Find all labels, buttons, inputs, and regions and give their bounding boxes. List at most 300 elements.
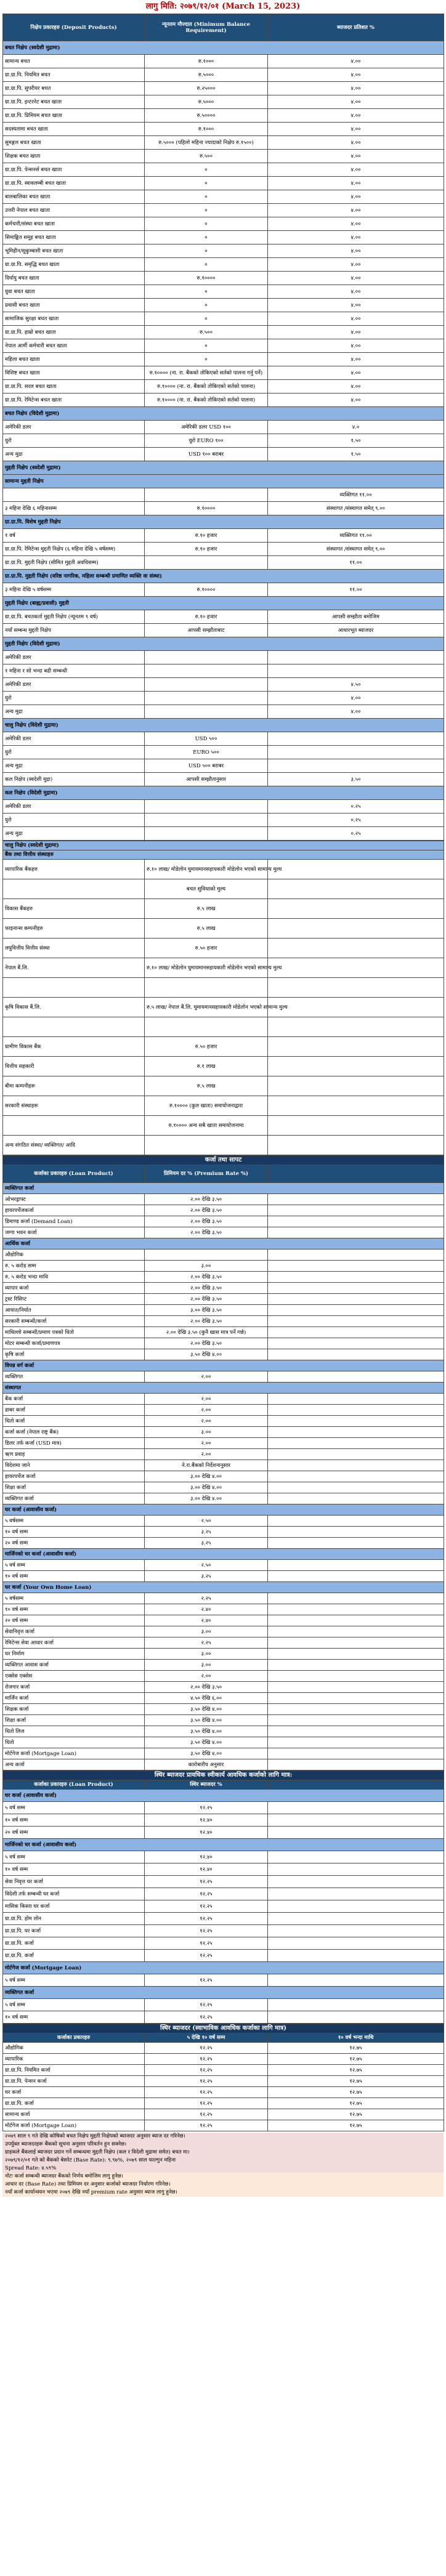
row-value: १२.७५ [268, 2054, 444, 2065]
row-value: आधारभूत ब्याजदर [268, 624, 444, 637]
row-value: ३.०० [145, 1649, 268, 1660]
row-value: २.५० [145, 1516, 268, 1527]
row-label [3, 488, 145, 502]
table-row [3, 1937, 444, 1950]
row-value: बचत सुविधाको मुल्य [145, 879, 268, 899]
row-value: १२.२५ [145, 2120, 268, 2131]
row-value [268, 1693, 444, 1704]
table-row [3, 1974, 444, 1987]
loan-table [2, 1155, 444, 1770]
current-subtitle: बैंक तथा वित्तीय संस्थाहरु [3, 850, 444, 860]
row-value: १२.२५ [145, 1888, 268, 1900]
fixed-banner: स्थिर ब्याजदर प्रावधिक स्वीकार्य आवधिक कर्जाको लागि मात्र: [3, 1771, 444, 1780]
row-label: ३ महिना देखि ५ वर्षसम्म [3, 583, 145, 597]
table-row [3, 1671, 444, 1682]
row-value: USD ५०० [145, 732, 268, 746]
row-value: ३.२५ [145, 1527, 268, 1538]
table-row [3, 1405, 444, 1416]
row-value [268, 1405, 444, 1416]
row-label: ग्रा.ग्रा.पि. होम लोन [3, 1913, 145, 1925]
row-value: २.४० [145, 1604, 268, 1615]
row-value [268, 1327, 444, 1338]
section-row [3, 1183, 444, 1194]
row-value: २.४० [145, 1615, 268, 1626]
table-row [3, 123, 444, 136]
row-value: ४.०० [268, 163, 444, 177]
table-row [3, 759, 444, 773]
table-row [3, 1394, 444, 1405]
row-value: रु.५ लाख [145, 1076, 268, 1096]
table-row [3, 1216, 444, 1227]
row-label: शिक्षक कर्जा [3, 1704, 145, 1715]
row-label: ५ वर्ष सम्म [3, 1560, 145, 1571]
row-value: ३.५० देखि ४.०० [145, 1704, 268, 1715]
fixed2-col-5-10: ५ देखि १० वर्ष सम्म [145, 2033, 268, 2043]
row-value [145, 705, 268, 719]
row-value: १२.२५ [145, 2011, 268, 2024]
row-value: रु.१०००० (ना. रा. बैंकको तोकिएको सर्तको पालना गर्नु पर्ने) [145, 366, 268, 380]
row-value: रु.१०००० [145, 583, 268, 597]
table-row [3, 190, 444, 204]
row-value [268, 732, 444, 746]
section-label: आर्थिक कर्जा [3, 1238, 444, 1250]
row-label: युरो [3, 746, 145, 759]
row-label: धितो लिज [3, 1726, 145, 1737]
row-value: ३.५० देखि ४.०० [145, 1726, 268, 1737]
row-value [268, 1571, 444, 1582]
row-value [268, 1715, 444, 1726]
table-row [3, 879, 444, 899]
row-value: २.०० [145, 1449, 268, 1460]
row-value: १२.७५ [268, 2109, 444, 2120]
row-value: रु.१० हजार [145, 543, 268, 556]
row-value: २.०० देखि ३.५० [145, 1682, 268, 1693]
table-row [3, 136, 444, 150]
row-value: ० [145, 177, 268, 190]
section-label: कल निक्षेप (विदेशी मुद्रामा) [3, 786, 444, 800]
row-value: ०.२५ [268, 827, 444, 841]
row-value [268, 1416, 444, 1427]
section-row [3, 1987, 444, 1999]
table-row [3, 1827, 444, 1839]
table-row [3, 1571, 444, 1582]
row-label: डिलर तर्फ कर्जा (USD मात्र) [3, 1438, 145, 1449]
table-row [3, 353, 444, 366]
row-label: अन्य कर्जा [3, 1759, 145, 1770]
row-value: २.०० देखि ३.५० (कुनै खास मात्र पर्ने गर्छ) [145, 1327, 268, 1338]
row-value [268, 746, 444, 759]
row-label: रेमिटेन्स सेवा आधार कर्जा [3, 1637, 145, 1649]
row-value: ३.२५ [145, 1571, 268, 1582]
table-row [3, 1527, 444, 1538]
row-value: ३.०० देखि ४.०० [145, 1493, 268, 1504]
row-label: ग्रा.ग्रा.पि. प्रिमियम बचत खाता [3, 109, 145, 123]
row-value: रु.५ लाख/ नेपाल बैं.लि. घुमायमानसहायकारी मोडेलोन भएको सामान्य मुल्य [145, 998, 268, 1017]
row-value [268, 1116, 444, 1136]
table-row [3, 1802, 444, 1814]
row-label: मोर्टगेज कर्जा (Mortgage Loan) [3, 1748, 145, 1759]
row-value [268, 1305, 444, 1316]
table-row [3, 1863, 444, 1876]
row-value: संस्थागत /संस्थागत समेत् ९.०० [268, 543, 444, 556]
section-label: घर कर्जा (आवासीय कर्जा) [3, 1504, 444, 1516]
table-row [3, 1737, 444, 1748]
row-value: ४.०० [268, 231, 444, 244]
row-value: १२.७५ [268, 2087, 444, 2098]
row-value: २.०० [145, 1671, 268, 1682]
table-row [3, 800, 444, 814]
table-row [3, 394, 444, 407]
row-label: ग्रा.ग्रा.पि. हाम्रो बचत खाता [3, 326, 145, 339]
row-value [268, 1863, 444, 1876]
row-label: नयाँ सम्बन्ध मुद्दती निक्षेप [3, 624, 145, 637]
row-label: ग्रा.ग्रा.पि. घर कर्जा [3, 1925, 145, 1937]
row-value: ४.०० [268, 190, 444, 204]
row-value [268, 1626, 444, 1637]
row-value: २.५० [145, 1560, 268, 1571]
row-label: विकास बैंकहरु [3, 899, 145, 919]
row-value: २.०० देखि ३.५० [145, 1338, 268, 1349]
section-row [3, 515, 444, 529]
row-label [3, 978, 145, 998]
fixed-col-extra [268, 1780, 444, 1790]
table-row [3, 2043, 444, 2054]
table-row [3, 1261, 444, 1272]
row-value: १२.२५ [145, 2087, 268, 2098]
table-row [3, 1294, 444, 1305]
row-value: ४.०० [268, 150, 444, 163]
row-value [268, 664, 444, 678]
row-value: रु.५००० (पहिलो महिना ज्यादाको निक्षेप रु.१५००) [145, 136, 268, 150]
row-label [3, 879, 145, 899]
loan-col-premium: प्रिमियम दर % (Premium Rate %) [145, 1165, 268, 1183]
deposit-col-product: निक्षेप प्रकारहरु (Deposit Products) [3, 14, 145, 41]
row-value: ० [145, 163, 268, 177]
row-value [268, 978, 444, 998]
row-value: १२.२५ [145, 1876, 268, 1888]
note-line: नयाँ कर्जा कार्यान्वयन भएमा २०७९ देखि नयाँ premium rate अनुसार ब्याज लागु हुनेछ। [2, 2189, 444, 2197]
row-label: विशिष्ट बचत खाता [3, 366, 145, 380]
row-label: औद्योगिक [3, 1250, 145, 1261]
table-row [3, 272, 444, 285]
table-row [3, 543, 444, 556]
row-label: भूमिहीन/सुकुम्बासी बचत खाता [3, 244, 145, 258]
table-row [3, 1925, 444, 1937]
table-row [3, 421, 444, 434]
row-value: २.२५ [145, 1593, 268, 1604]
table-row [3, 1096, 444, 1116]
row-value: ४.०० [268, 339, 444, 353]
row-value [268, 1227, 444, 1238]
table-row [3, 95, 444, 109]
row-value: ३.०० देखि ४.०० [145, 1471, 268, 1482]
row-value [268, 1338, 444, 1349]
row-value [268, 1449, 444, 1460]
row-value: ४.०० [268, 244, 444, 258]
row-value [268, 1261, 444, 1272]
section-row [3, 1790, 444, 1802]
deposit-table [2, 14, 444, 841]
row-value [268, 899, 444, 919]
table-row [3, 705, 444, 719]
table-row [3, 1371, 444, 1383]
row-label: शिक्षा कर्जा [3, 1715, 145, 1726]
row-label: ग्रा.ग्रा.पि. मुद्दती निक्षेप (सीमित मुद्दती अवधिसम्म) [3, 556, 145, 570]
row-value [268, 1704, 444, 1715]
row-value: २.०० देखि ३.५० [145, 1205, 268, 1216]
row-label: २० वर्ष सम्म [3, 1827, 145, 1839]
section-label: घर कर्जा (Your Own Home Loan) [3, 1582, 444, 1593]
row-value: २.०० [145, 1438, 268, 1449]
row-value [268, 1527, 444, 1538]
row-value: २.०० [145, 1394, 268, 1405]
row-value: २.०० [145, 1405, 268, 1416]
section-label: विपन्न वर्ग कर्जा [3, 1360, 444, 1371]
row-value [268, 1737, 444, 1748]
row-value: आपसी सम्झौतानुसार [145, 773, 268, 786]
row-value: रु.१००० [145, 123, 268, 136]
row-label: १० वर्ष सम्म [3, 1571, 145, 1582]
row-value: २.०० [145, 1416, 268, 1427]
row-value: १२.२५ [145, 1937, 268, 1950]
row-value [145, 978, 268, 998]
table-row [3, 109, 444, 123]
row-value: रु.१०००० [145, 502, 268, 515]
table-row [3, 380, 444, 394]
row-value: ११.०० [268, 556, 444, 570]
row-value: रु.५००० [145, 68, 268, 82]
table-row [3, 244, 444, 258]
fixed-period-table [2, 2024, 444, 2131]
section-label: मार्जिनको घर कर्जा (आवासीय कर्जा) [3, 1839, 444, 1851]
row-label: सरकारी संस्थाहरू [3, 1096, 145, 1116]
row-value [268, 2011, 444, 2024]
row-value [145, 678, 268, 692]
row-value [268, 1660, 444, 1671]
rates-sheet [2, 0, 444, 2197]
row-label: प्रवासी बचत खाता [3, 299, 145, 312]
table-row [3, 814, 444, 827]
row-value [268, 1615, 444, 1626]
row-value [268, 1950, 444, 1962]
row-value: १२.२५ [145, 1900, 268, 1913]
row-value: व्यक्तिगत ११.०० [268, 529, 444, 543]
row-label: हायरपर्चेजकर्जा [3, 1205, 145, 1216]
table-row [3, 2065, 444, 2076]
table-row [3, 1560, 444, 1571]
row-label: युरो [3, 814, 145, 827]
row-label: हायरपर्चेज कर्जा [3, 1471, 145, 1482]
row-value [145, 488, 268, 502]
table-row [3, 2087, 444, 2098]
table-row [3, 1726, 444, 1737]
table-row [3, 217, 444, 231]
table-row [3, 326, 444, 339]
row-value: ० [145, 231, 268, 244]
row-label: रु. ५ करोड भन्दा माथि [3, 1272, 145, 1283]
row-label: १० वर्ष सम्म [3, 1863, 145, 1876]
row-value: ० [145, 217, 268, 231]
row-value: रु.५० हजार [145, 1037, 268, 1057]
row-value: २.०० देखि ३.५० [145, 1272, 268, 1283]
row-value: ४.०० [268, 136, 444, 150]
row-label: सामान्य बचत [3, 55, 145, 68]
row-value: १२.४० [145, 1814, 268, 1827]
row-value [268, 1748, 444, 1759]
row-label: विदेशी तर्फ सम्बन्धी घर कर्जा [3, 1888, 145, 1900]
table-row [3, 1493, 444, 1504]
table-row [3, 68, 444, 82]
row-value: रु.१० लाख/ मोडेलोन घुमायमानसहायकारी मोडेलोन भएको सामान्य मुल्य [145, 958, 268, 978]
row-value [268, 1482, 444, 1493]
table-row [3, 1748, 444, 1759]
table-row [3, 1715, 444, 1726]
section-row [3, 1549, 444, 1560]
table-row [3, 1427, 444, 1438]
row-value: ४.०० [268, 68, 444, 82]
row-value: ३.०० देखि ४.०० [145, 1482, 268, 1493]
row-value: ३.२५ [145, 1538, 268, 1549]
row-label: अन्य मुद्रा [3, 448, 145, 461]
row-value: १२.२५ [145, 2065, 268, 2076]
section-label: व्यक्तिगत कर्जा [3, 1183, 444, 1194]
row-value: ४.०० [268, 312, 444, 326]
table-row [3, 1682, 444, 1693]
row-value: ० [145, 204, 268, 217]
row-value: रु.१०००० (ना. रा. बैंकको तोकिएको सर्तको पालना) [145, 380, 268, 394]
row-value: ३.५० देखि ४.०० [145, 1737, 268, 1748]
table-row [3, 502, 444, 515]
row-value: १२.२५ [145, 2054, 268, 2065]
section-label: चालु निक्षेप (विदेशी मुद्रामा) [3, 719, 444, 732]
table-row [3, 1814, 444, 1827]
table-row [3, 1626, 444, 1637]
row-value: २.०० देखि ३.५० [145, 1294, 268, 1305]
section-label: संस्थागत [3, 1383, 444, 1394]
row-value: EURO ५०० [145, 746, 268, 759]
row-label: रोजगार कर्जा [3, 1682, 145, 1693]
row-label: डाबर कर्जा [3, 1405, 145, 1416]
row-label: अमेरिकी डलर [3, 732, 145, 746]
table-row [3, 2098, 444, 2109]
note-line: ग्राहकले बैंकलाई ब्याजदर प्रदान गर्ने सम्बन्धमा मुद्दती निक्षेप (कल र विदेशी मुद्रामा समेत) बचत मा। [2, 2149, 444, 2157]
row-value [268, 1205, 444, 1216]
row-value: रु.१०००० (कुल खाता) समायोजनाद्वारा [145, 1096, 268, 1116]
row-value: ४.०० [268, 326, 444, 339]
section-label: मार्जिनको घर कर्जा (आवासीय कर्जा) [3, 1549, 444, 1560]
row-value [145, 1017, 268, 1037]
row-value [268, 1438, 444, 1449]
table-row [3, 529, 444, 543]
row-value [145, 556, 268, 570]
row-value [268, 1316, 444, 1327]
row-label: डिमाण्ड कर्जा (Demand Loan) [3, 1216, 145, 1227]
row-value [268, 998, 444, 1017]
section-row [3, 597, 444, 610]
section-label: मुद्दती निक्षेप (बाह्य/प्रवासी) मुद्दती [3, 597, 444, 610]
table-row [3, 899, 444, 919]
row-value: आपसी सम्झौताबाट [145, 624, 268, 637]
table-row [3, 448, 444, 461]
row-label: ग्रा.ग्रा.पि. कर्जा [3, 2098, 145, 2109]
section-row [3, 1582, 444, 1593]
table-row [3, 1660, 444, 1671]
table-row [3, 664, 444, 678]
row-value [268, 1283, 444, 1294]
row-label: ५ वर्ष सम्म [3, 1851, 145, 1863]
row-value: रु.५०००० [145, 109, 268, 123]
section-label: ग्रा.ग्रा.पि. मुद्दती निक्षेप (वरिष्ठ नागरिक, महिला सम्बन्धी प्रमाणित व्यक्ति वा संस्था) [3, 570, 444, 583]
notes-section [2, 2133, 444, 2197]
row-value: १२.२५ [145, 2109, 268, 2120]
row-value: ४.०० [268, 55, 444, 68]
row-value [145, 692, 268, 705]
row-value: ४.०० [268, 95, 444, 109]
row-value [268, 1649, 444, 1660]
row-label: रु. ५ करोड सम्म [3, 1261, 145, 1272]
row-label: अमेरिकी डलर [3, 651, 145, 664]
row-value: ४.०० [268, 394, 444, 407]
row-value [145, 651, 268, 664]
row-value [145, 664, 268, 678]
row-value: १२.४० [145, 1863, 268, 1876]
section-label: मोर्टगेज कर्जा (Mortgage Loan) [3, 1962, 444, 1974]
table-row [3, 366, 444, 380]
row-value [268, 1671, 444, 1682]
table-row [3, 1604, 444, 1615]
row-label: ग्रा.ग्रा.पि. कर्जा [3, 1937, 145, 1950]
row-label: ५ वर्ष सम्म [3, 1999, 145, 2011]
section-label: व्यक्तिगत कर्जा [3, 1987, 444, 1999]
row-label: ग्रा.ग्रा.पि. समृद्धि बचत खाता [3, 258, 145, 272]
row-label [3, 1017, 145, 1037]
row-value: रु.१० लाख/ मोडेलोन घुमायमानसहायकारी मोडेलोन भएको सामान्य मुल्य [145, 860, 268, 879]
row-value [268, 879, 444, 899]
row-label: कर्मचारी/संस्था बचत खाता [3, 217, 145, 231]
row-value: रु.१० हजार [145, 529, 268, 543]
row-label: ग्रा.ग्रा.पि. नियमित बचत [3, 68, 145, 82]
row-label: ग्रा.ग्रा.पि. नियमित कर्जा [3, 2065, 145, 2076]
row-label: कृषि कर्जा [3, 1349, 145, 1360]
row-value [268, 1516, 444, 1527]
note-line: Spread Rate: ४.५९% [2, 2165, 444, 2173]
row-label: धितो [3, 1737, 145, 1748]
loan-col-extra [268, 1165, 444, 1183]
row-value: १२.२५ [145, 1999, 268, 2011]
row-label: व्यापार कर्जा [3, 1283, 145, 1294]
table-row [3, 1900, 444, 1913]
table-row [3, 773, 444, 786]
table-row [3, 1057, 444, 1076]
row-value: ० [145, 244, 268, 258]
row-value [268, 1538, 444, 1549]
section-row [3, 1238, 444, 1250]
row-value: ४.०० [268, 380, 444, 394]
row-label: सुमङ्गल बचत खाता [3, 136, 145, 150]
table-row [3, 231, 444, 244]
table-row [3, 1076, 444, 1096]
row-label: मोर्टगेज कर्जा (Mortgage Loan) [3, 2120, 145, 2131]
note-line: नोटः कर्जा सम्बन्धी ब्याजदर बैंकको निर्णय बमोजिम लागु हुनेछ। [2, 2173, 444, 2181]
table-row [3, 339, 444, 353]
table-row [3, 1759, 444, 1770]
row-value [268, 1999, 444, 2011]
row-value: USD १०० बराबर [145, 448, 268, 461]
fixed-rate-table [2, 1770, 444, 2024]
row-value: २.०० देखि ३.५० [145, 1194, 268, 1205]
row-value: ४.०० [268, 109, 444, 123]
note-line: २०७९/१२/०१ गते को बैंकको बेसरेट (Base Rate): ९.९७%, २०७९ साल फाल्गुन महिना [2, 2157, 444, 2165]
